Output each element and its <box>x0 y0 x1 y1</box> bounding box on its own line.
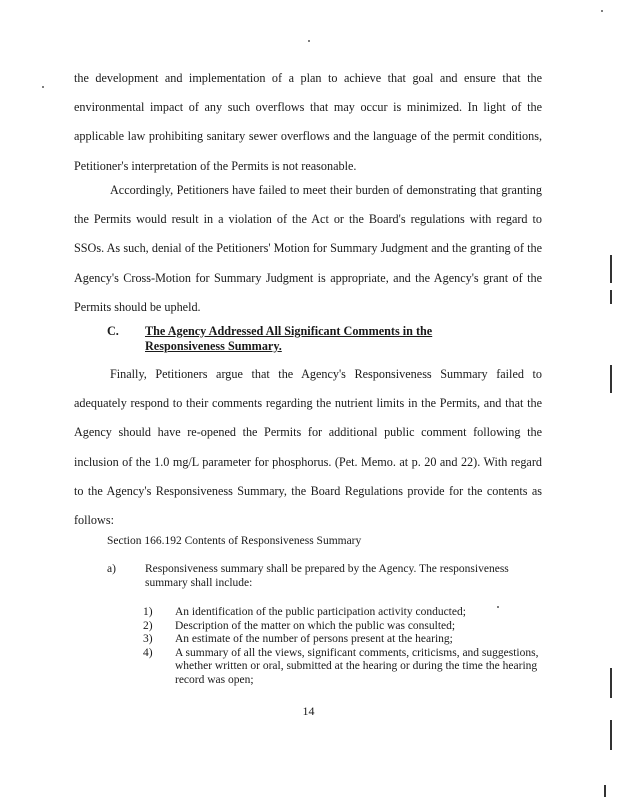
list-item <box>143 647 543 688</box>
heading-letter: C. <box>107 324 119 338</box>
list-item-number: 2) <box>143 619 153 632</box>
list-item <box>143 620 543 634</box>
list-item-number: 1) <box>143 606 153 618</box>
scan-speck <box>42 86 44 88</box>
scan-mark <box>610 290 612 304</box>
list-item <box>143 633 543 647</box>
scan-speck <box>497 606 499 608</box>
scan-speck <box>308 40 310 42</box>
page-number: 14 <box>302 704 315 718</box>
regulation-section-title: Section 166.192 Contents of Responsiveness Summary <box>107 535 362 547</box>
scan-speck <box>601 10 603 12</box>
paragraph-2: Accordingly, Petitioners have failed to meet their burden of demonstrating that granting the Permits would result in a violation of the Act or the Board's regulations with regard to SSOs. As such, denial of the Petitioners' Motion for Summary Judgment and the granting of the Agency's Cross-Motion for Summary Judgment is appropriate, and the Agency's grant of the Permits should be upheld. <box>74 183 542 314</box>
list-item-text: Description of the matter on which the public was consulted; <box>175 619 456 632</box>
item-a-text: Responsiveness summary shall be prepared by the Agency. The responsiveness summary shall include: <box>145 563 509 589</box>
paragraph-3: Finally, Petitioners argue that the Agency's Responsiveness Summary failed to adequately respond to their comments regarding the nutrient limits in the Permits, and that the Agency should have re-opened the Permits for additional public comment following the inclusion of the 1.0 mg/L parameter for phosphorus. (Pet. Memo. at p. 20 and 22). With regard to the Agency's Responsiveness Summary, the Board Regulations provide for the contents as follows: <box>74 367 542 528</box>
scan-mark <box>610 365 612 393</box>
list-item-text: A summary of all the views, significant comments, criticisms, and suggestions, whether written or oral, submitted at the hearing or during the time the hearing record was open; <box>175 646 539 686</box>
list-item-number: 3) <box>143 633 153 645</box>
scan-mark <box>610 255 612 283</box>
list-item-text: An identification of the public participation activity conducted; <box>175 606 466 618</box>
list-item <box>143 606 543 620</box>
regulation-list <box>143 606 543 687</box>
list-item-number: 4) <box>143 646 153 659</box>
item-a-label: a) <box>107 563 116 575</box>
heading-text: The Agency Addressed All Significant Comments in the Responsiveness Summary. <box>145 324 433 353</box>
scan-mark <box>610 720 612 750</box>
list-item-text: An estimate of the number of persons present at the hearing; <box>175 633 453 645</box>
scan-mark <box>604 785 606 797</box>
paragraph-1: the development and implementation of a plan to achieve that goal and ensure that the environmental impact of any such overflows that may occur is minimized. In light of the applicable law prohibiting sanitary sewer overflows and the language of the permit conditions, Petitioner's interpretation of the Permits is not reasonable. <box>74 71 542 173</box>
scan-mark <box>610 668 612 698</box>
